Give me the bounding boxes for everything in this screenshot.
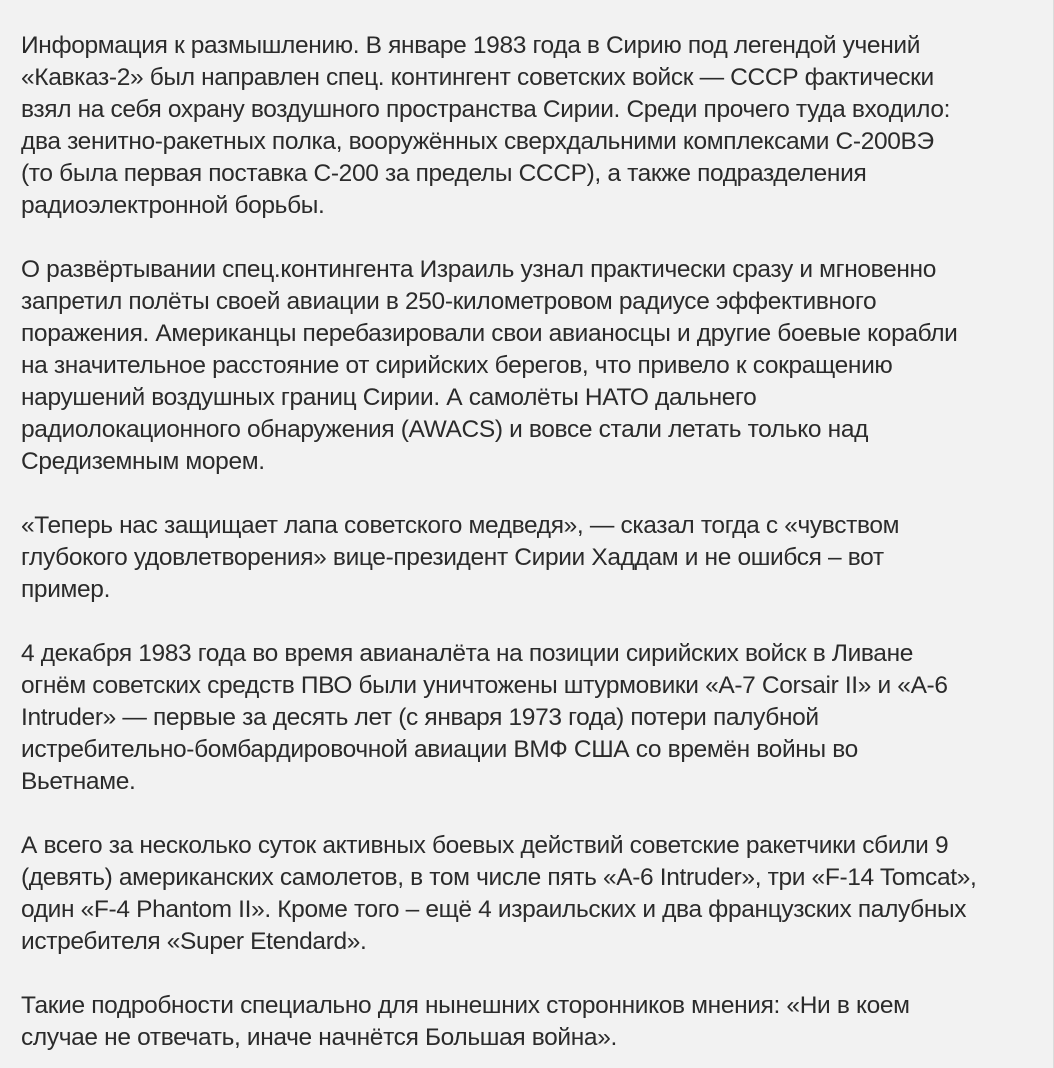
post-text: [21, 30, 1041, 1054]
paragraph-deployment: О развёртывании спец.контингента Израиль узнал практически сразу и мгновенно запретил полёты своей авиации в 250-километровом радиусе эффективного поражения. Американцы перебазировали свои авианосцы и другие боевые корабли на значительное расстояние от сирийских берегов, что привело к сокращению нарушений воздушных границ Сирии. А самолёты НАТО дальнего радиолокационного обнаружения (AWACS) и вовсе стали летать только над Средиземным морем.: [21, 256, 958, 475]
paragraph-december-1983: 4 декабря 1983 года во время авианалёта на позиции сирийских войск в Ливане огнём советских средств ПВО были уничтожены штурмовики «А-7 Corsair II» и «A-6 Intruder» — первые за десять лет (с января 1973 года) потери палубной истребительно-бомбардировочной авиации ВМФ США со времён войны во Вьетнаме.: [21, 640, 948, 795]
paragraph-quote: «Теперь нас защищает лапа советского медведя», — сказал тогда с «чувством глубокого удовлетворения» вице-президент Сирии Хаддам и не ошибся – вот пример.: [21, 512, 900, 603]
paragraph-conclusion: Такие подробности специально для нынешних сторонников мнения: «Ни в коем случае не отвечать, иначе начнётся Большая война».: [21, 992, 910, 1051]
paragraph-totals: А всего за несколько суток активных боевых действий советские ракетчики сбили 9 (девять) американских самолетов, в том числе пять «A-6 Intruder», три «F-14 Tomcat», один «F-4 Phantom II». Кроме того – ещё 4 израильских и два французских палубных истребителя «Super Etendard».: [21, 832, 977, 955]
paragraph-intro: Информация к размышлению. В январе 1983 года в Сирию под легендой учений «Кавказ-2» был направлен спец. контингент советских войск — СССР фактически взял на себя охрану воздушного пространства Сирии. Среди прочего туда входило: два зенитно-ракетных полка, вооружённых сверхдальними комплексами С-200ВЭ (то была первая поставка С-200 за пределы СССР), а также подразделения радиоэлектронной борьбы.: [21, 32, 951, 219]
